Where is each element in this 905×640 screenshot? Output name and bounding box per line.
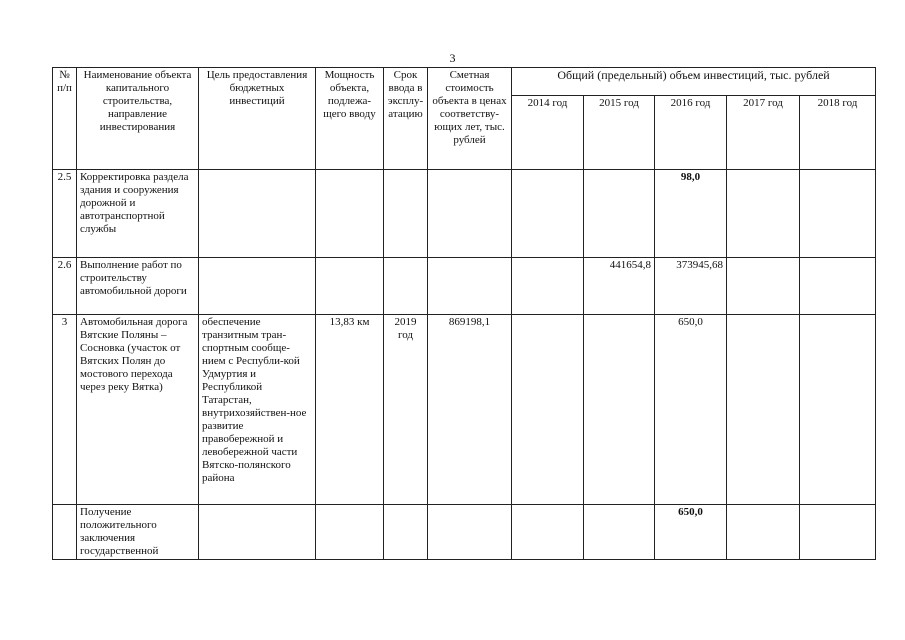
cell-2014 [512, 315, 584, 505]
header-goal: Цель предоставления бюджетных инвестиций [199, 68, 316, 170]
cell-cost: 869198,1 [428, 315, 512, 505]
header-volume: Общий (предельный) объем инвестиций, тыс. рублей [512, 68, 876, 96]
cell-cost [428, 258, 512, 315]
table-row [53, 315, 876, 505]
cell-2017 [727, 315, 800, 505]
cell-2016: 373945,68 [655, 258, 727, 315]
cell-num [53, 505, 77, 560]
cell-2015 [584, 505, 655, 560]
cell-term [384, 505, 428, 560]
table-row [53, 258, 876, 315]
cell-2015 [584, 315, 655, 505]
cell-2015 [584, 170, 655, 258]
header-row [53, 68, 876, 96]
header-capacity: Мощность объекта, подлежа-щего вводу [316, 68, 384, 170]
header-term: Срок ввода в эксплу-атацию [384, 68, 428, 170]
header-num: № п/п [53, 68, 77, 170]
cell-name: Получение положительного заключения государственной [77, 505, 199, 560]
header-year-2015: 2015 год [584, 96, 655, 170]
cell-2018 [800, 170, 876, 258]
page-number: 3 [449, 51, 456, 65]
cell-2016: 98,0 [655, 170, 727, 258]
cell-term: 2019 год [384, 315, 428, 505]
header-year-2016: 2016 год [655, 96, 727, 170]
cell-term [384, 170, 428, 258]
cell-2014 [512, 170, 584, 258]
cell-capacity [316, 505, 384, 560]
cell-name: Автомобильная дорога Вятские Поляны – Сосновка (участок от Вятских Полян до мостового перехода через реку Вятка) [77, 315, 199, 505]
cell-term [384, 258, 428, 315]
header-name: Наименование объекта капитального строительства, направление инвестирования [77, 68, 199, 170]
cell-goal [199, 505, 316, 560]
header-year-2014: 2014 год [512, 96, 584, 170]
header-year-2018: 2018 год [800, 96, 876, 170]
cell-goal: обеспечение транзитным тран-спортным сообще-нием с Республи-кой Удмуртия и Республикой Татарстан, внутрихозяйствен-ное развитие правобережной и левобережной части Вятско-полянского района [199, 315, 316, 505]
cell-2018 [800, 315, 876, 505]
header-year-2017: 2017 год [727, 96, 800, 170]
cell-2018 [800, 258, 876, 315]
cell-2017 [727, 258, 800, 315]
cell-2016: 650,0 [655, 315, 727, 505]
investment-table [52, 67, 876, 560]
cell-cost [428, 505, 512, 560]
cell-2015: 441654,8 [584, 258, 655, 315]
cell-capacity [316, 258, 384, 315]
cell-2017 [727, 170, 800, 258]
cell-num: 2.5 [53, 170, 77, 258]
cell-name: Выполнение работ по строительству автомобильной дороги [77, 258, 199, 315]
cell-goal [199, 170, 316, 258]
table-row [53, 170, 876, 258]
header-cost: Сметная стоимость объекта в ценах соответству-ющих лет, тыс. рублей [428, 68, 512, 170]
cell-2017 [727, 505, 800, 560]
cell-num: 3 [53, 315, 77, 505]
cell-capacity [316, 170, 384, 258]
cell-capacity: 13,83 км [316, 315, 384, 505]
cell-name: Корректировка раздела здания и сооружения дорожной и автотранспортной службы [77, 170, 199, 258]
table-row [53, 505, 876, 560]
cell-2014 [512, 505, 584, 560]
cell-2018 [800, 505, 876, 560]
cell-goal [199, 258, 316, 315]
cell-num: 2.6 [53, 258, 77, 315]
cell-cost [428, 170, 512, 258]
cell-2016: 650,0 [655, 505, 727, 560]
cell-2014 [512, 258, 584, 315]
